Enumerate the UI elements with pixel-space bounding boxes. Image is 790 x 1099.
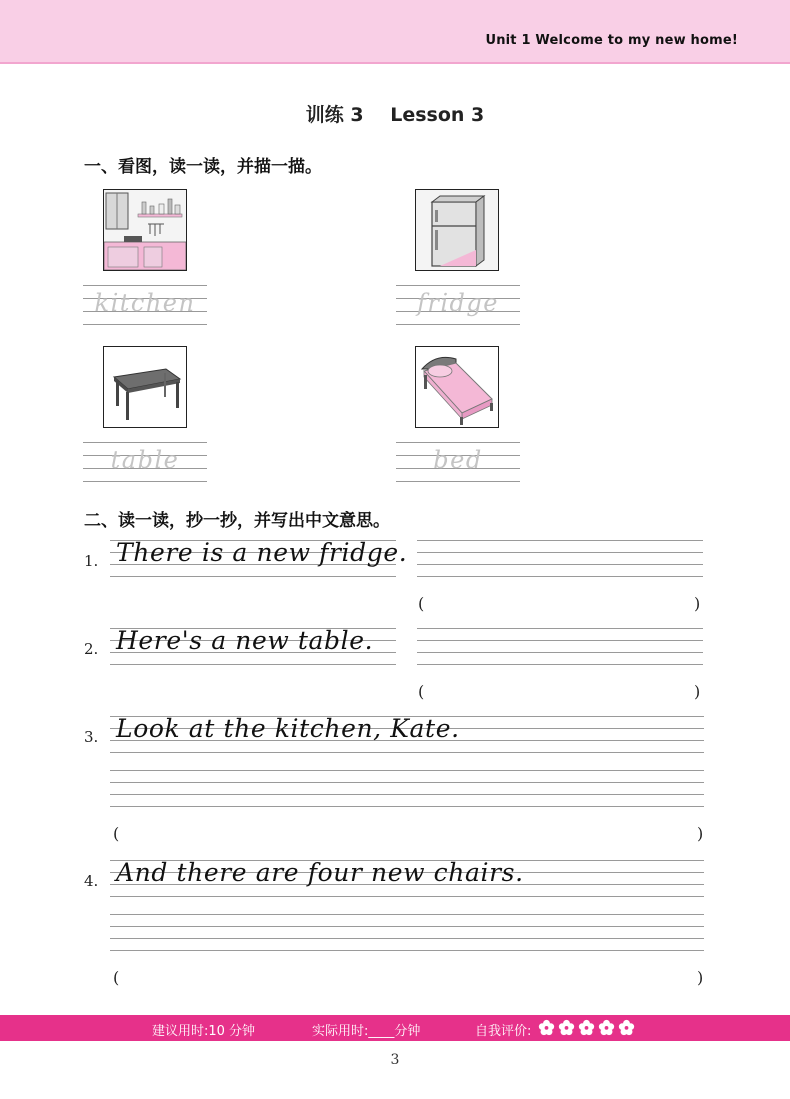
kitchen-picture xyxy=(103,189,187,271)
answer-paren-open: ( xyxy=(113,824,120,843)
answer-paren-close: ) xyxy=(697,968,704,987)
fridge-icon xyxy=(416,190,498,270)
model-sentence: Look at the kitchen, Kate. xyxy=(116,714,460,743)
kitchen-icon xyxy=(104,190,186,270)
handwriting-lines-kitchen xyxy=(83,285,207,325)
lesson-heading xyxy=(0,100,790,127)
self-evaluation-label: 自我评价: xyxy=(475,1024,532,1039)
table-picture xyxy=(103,346,187,428)
flower-icon[interactable] xyxy=(598,1019,615,1036)
question-number: 2. xyxy=(84,640,99,658)
answer-paren-open: ( xyxy=(113,968,120,987)
lesson-training-label: 训练 3 xyxy=(305,104,364,126)
question-number: 3. xyxy=(84,728,99,746)
answer-paren-open: ( xyxy=(418,594,425,613)
question-number: 4. xyxy=(84,872,99,890)
header-band xyxy=(0,0,790,64)
page-number: 3 xyxy=(390,1052,400,1068)
model-sentence: Here's a new table. xyxy=(116,626,374,655)
handwriting-lines-table xyxy=(83,442,207,482)
flower-icon[interactable] xyxy=(538,1019,555,1036)
answer-paren-open: ( xyxy=(418,682,425,701)
answer-paren-close: ) xyxy=(697,824,704,843)
section2-title: 二、读一读，抄一抄，并写出中文意思。 xyxy=(84,511,390,531)
actual-time: 实际用时:____分钟 xyxy=(312,1024,421,1039)
answer-paren-close: ) xyxy=(694,682,701,701)
model-sentence: And there are four new chairs. xyxy=(116,858,524,887)
handwriting-lines-bed xyxy=(396,442,520,482)
model-sentence: There is a new fridge. xyxy=(116,538,408,567)
section1-title: 一、看图，读一读，并描一描。 xyxy=(84,157,322,177)
trace-word-fridge: fridge xyxy=(417,289,499,317)
answer-paren-close: ) xyxy=(694,594,701,613)
question-number: 1. xyxy=(84,552,99,570)
suggested-time: 建议用时:10 分钟 xyxy=(152,1024,256,1039)
bed-picture xyxy=(415,346,499,428)
table-icon xyxy=(104,347,186,427)
unit-title: Unit 1 Welcome to my new home! xyxy=(485,33,738,48)
trace-word-kitchen: kitchen xyxy=(94,289,196,317)
trace-word-bed: bed xyxy=(433,446,483,474)
flower-icon[interactable] xyxy=(618,1019,635,1036)
footer-band xyxy=(0,1015,790,1041)
trace-word-table: table xyxy=(110,446,180,474)
rating-flowers xyxy=(538,1019,635,1036)
bed-icon xyxy=(416,347,498,427)
lesson-title: Lesson 3 xyxy=(390,104,485,126)
flower-icon[interactable] xyxy=(578,1019,595,1036)
fridge-picture xyxy=(415,189,499,271)
flower-icon[interactable] xyxy=(558,1019,575,1036)
handwriting-lines-fridge xyxy=(396,285,520,325)
